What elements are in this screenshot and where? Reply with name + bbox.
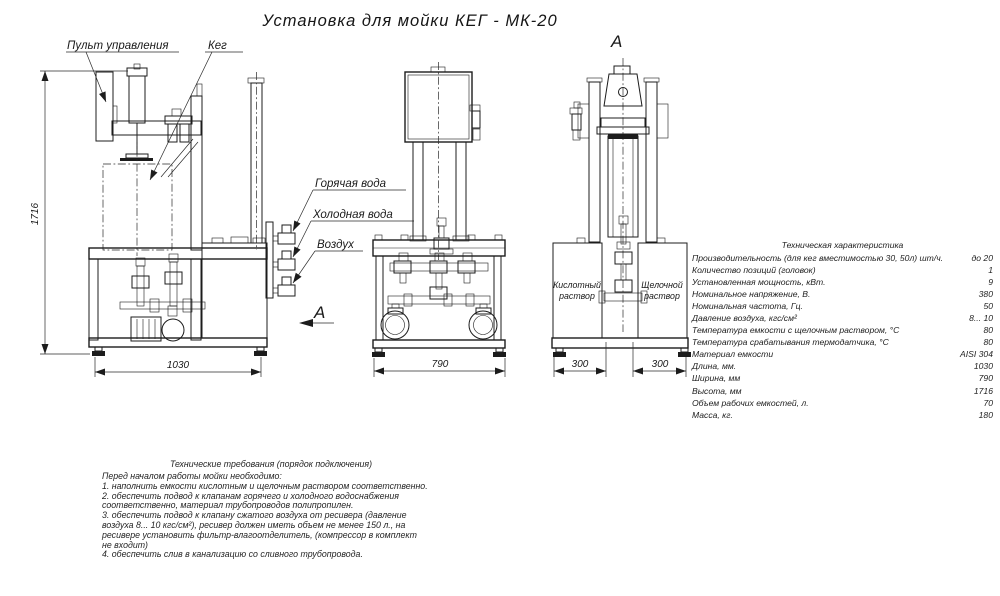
center-valve-front	[430, 218, 453, 254]
spec-value: до 20	[971, 253, 993, 263]
side-view-drawing	[30, 40, 414, 377]
air-label: Воздух	[317, 239, 354, 251]
requirements-line: 2. обеспечить подвод к клапанам горячего и холодного водоснабжения	[102, 490, 399, 501]
feet-side	[92, 347, 267, 356]
air-valve	[278, 285, 295, 296]
spec-label: Материал емкости	[692, 349, 774, 360]
solution-tank-side	[202, 237, 267, 338]
requirements-line: Перед началом работы мойки необходимо:	[102, 471, 282, 481]
cold-water-label: Холодная вода	[313, 209, 393, 221]
requirements-line: ресивере установить фильтр-влагоотделитель, (компрессор в комплект	[102, 529, 417, 540]
dimension-width	[374, 358, 505, 377]
spec-value: 1716	[973, 385, 993, 396]
spec-row	[692, 312, 993, 324]
control-panel-label: Пульт управления	[67, 40, 169, 52]
valve-stack-rear	[599, 216, 647, 303]
pump-left-front	[381, 304, 409, 339]
dimension-tank-right-value: 300	[651, 359, 669, 370]
inlet-valves	[266, 222, 295, 298]
spec-row	[692, 276, 993, 288]
spec-row	[692, 360, 993, 372]
dimension-length-value: 1030	[166, 360, 190, 371]
spec-row	[692, 264, 993, 276]
requirements-block	[102, 459, 440, 560]
pump-right-front	[469, 304, 497, 339]
spec-label: Производительность (для кег вместимостью 30, 50л) шт/ч.	[692, 253, 944, 263]
drawing-title: Установка для мойки КЕГ - МК-20	[262, 12, 558, 30]
spec-label: Количество позиций (головок)	[692, 265, 816, 276]
alkaline-tank-label-line2: раствор	[644, 291, 680, 301]
spec-value: 1	[988, 265, 993, 276]
spec-row	[692, 385, 993, 397]
air-filter-rear	[570, 102, 582, 140]
spec-label: Давление воздуха, кгс/см²	[692, 313, 797, 324]
keg-outline	[103, 164, 172, 250]
spec-label: Масса, кг.	[692, 409, 733, 420]
spec-row	[692, 409, 993, 421]
dimension-tank-right	[633, 342, 686, 377]
requirements-line: 3. обеспечить подвод к клапану сжатого воздуха от ресивера (давление	[102, 510, 407, 521]
spec-label: Ширина, мм	[692, 373, 741, 384]
feet-rear	[553, 348, 691, 357]
callout-keg	[150, 40, 243, 180]
spec-label: Установленная мощность, кВт.	[692, 277, 826, 288]
spec-row	[692, 336, 993, 348]
spec-row	[692, 252, 993, 264]
piping-side	[120, 254, 205, 312]
acid-tank-label-line1: Кислотный	[553, 280, 601, 290]
column-right	[456, 142, 466, 240]
view-direction-marker	[299, 303, 334, 327]
view-a-arrow-label: А	[314, 303, 326, 322]
cold-water-valve	[278, 259, 295, 270]
spec-value: 1030	[973, 361, 993, 372]
spec-row	[692, 348, 993, 360]
dimension-width-value: 790	[431, 359, 449, 370]
spec-label: Температура емкости с щелочным раствором, °С	[692, 325, 900, 336]
spec-label: Длина, мм.	[692, 361, 737, 372]
spec-value: 9	[988, 277, 993, 288]
spec-label: Номинальная частота, Гц.	[692, 301, 803, 312]
frame-column	[191, 96, 202, 250]
requirements-title: Технические требования (порядок подключения)	[169, 459, 373, 469]
dimension-tank-left	[554, 342, 606, 377]
dimension-length	[95, 357, 261, 377]
pump-side	[131, 306, 184, 341]
requirements-line: не входит)	[102, 539, 148, 550]
feet-front	[372, 348, 506, 357]
hot-water-label: Горячая вода	[315, 178, 386, 190]
requirements-line: соответственно, материал трубопроводов полипропилен.	[102, 500, 354, 511]
spec-value: 50	[983, 301, 993, 312]
keg-label: Кег	[208, 40, 227, 52]
spec-row	[692, 300, 993, 312]
column-right-rear	[646, 82, 657, 242]
view-a-section-label: А	[611, 32, 623, 51]
spec-value: AISI 304	[960, 349, 993, 360]
alkaline-tank	[638, 238, 687, 338]
requirements-line: 1. наполнить емкости кислотным и щелочным раствором соответственно.	[102, 480, 428, 491]
requirements-line: 4. обеспечить слив в канализацию со сливного трубопровода.	[102, 549, 363, 560]
spec-label: Температура срабатывания термодатчика, °С	[692, 337, 889, 348]
spec-table-title: Техническая характеристика	[781, 240, 904, 250]
callout-air	[293, 239, 363, 283]
machine-frame	[89, 248, 267, 347]
requirements-line: воздуха 8... 10 кгс/см²), ресивер должен иметь объем не менее 150 л., на	[102, 519, 406, 530]
spec-label: Номинальное напряжение, В.	[692, 289, 811, 300]
support-beam	[112, 121, 201, 135]
spec-value: 80	[983, 325, 993, 336]
air-filter-unit	[165, 109, 192, 142]
spec-label: Высота, мм	[692, 385, 742, 396]
acid-tank-label-line2: раствор	[559, 291, 595, 301]
spec-value: 80	[983, 337, 993, 348]
spec-value: 380	[978, 289, 993, 300]
spec-row	[692, 397, 993, 409]
base-rear	[552, 338, 688, 348]
control-panel	[96, 72, 113, 141]
frame-front	[373, 235, 505, 348]
manifold-front	[388, 253, 490, 306]
dimension-height-value: 1716	[30, 202, 41, 226]
acid-tank	[553, 238, 602, 338]
pneumatic-cylinder	[120, 64, 153, 161]
spec-table	[692, 239, 993, 421]
spec-value: 180	[978, 409, 993, 420]
spec-row	[692, 372, 993, 384]
alkaline-tank-label-line1: Щелочной	[641, 280, 683, 290]
hot-water-valve	[278, 233, 295, 244]
rear-view-drawing	[552, 32, 691, 377]
dimension-tank-left-value: 300	[571, 359, 589, 370]
spec-value: 8... 10	[969, 313, 993, 324]
column-left-rear	[589, 82, 600, 242]
spec-value: 790	[978, 373, 993, 384]
spec-row	[692, 288, 993, 300]
spec-row	[692, 324, 993, 336]
spec-label: Объем рабочих емкостей, л.	[692, 397, 809, 408]
spec-value: 70	[983, 397, 993, 408]
column-left	[413, 142, 423, 240]
